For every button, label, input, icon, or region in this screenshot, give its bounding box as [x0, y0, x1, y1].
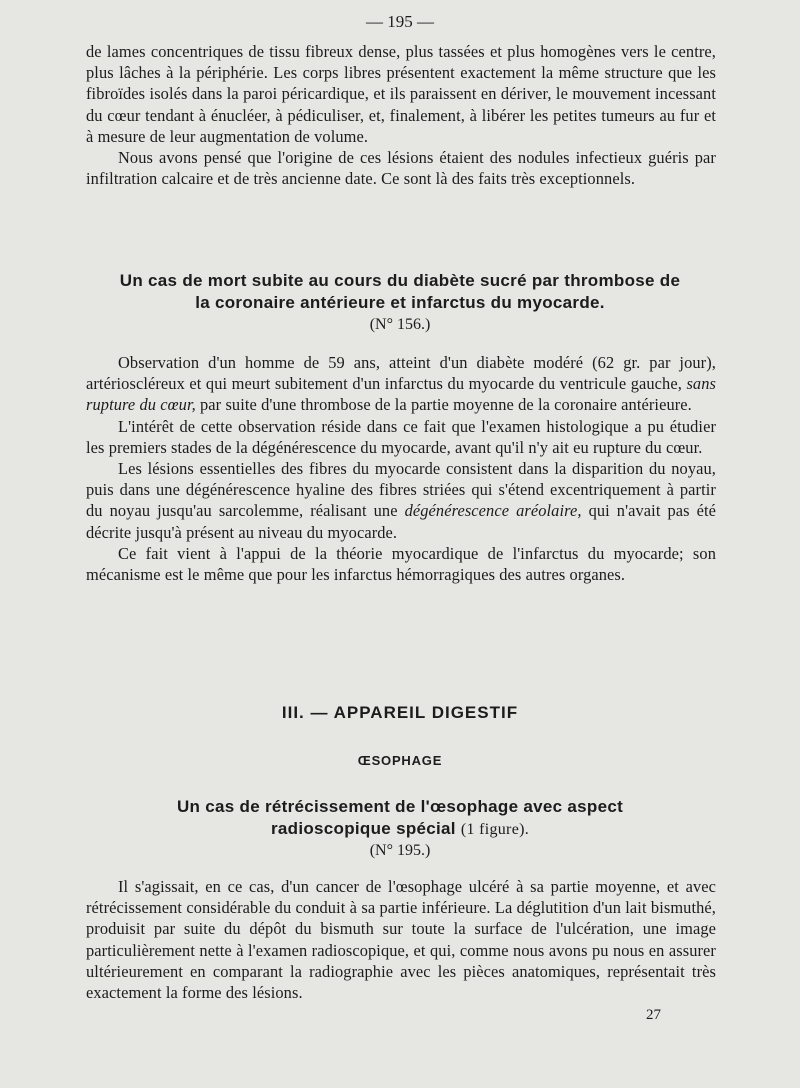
article-2-title-line-2-wrap — [80, 818, 720, 841]
section-title: III. — APPAREIL DIGESTIF — [281, 703, 519, 722]
article-1-paragraph-3-italic: dégénérescence aréolaire, — [404, 501, 582, 521]
article-2-paragraph-1: Il s'agissait, en ce cas, d'un cancer de l'œsophage ulcéré à sa partie moyenne, et avec rétrécissement considérable du conduit à sa partie inférieure. La déglutition d'un lait bismuthé, produisit par suite du dépôt du bismuth sur toute la surface de l'ulcération, une image particulièrement nette à l'examen radioscopique, et qui, comme nous avons pu nous en assurer ultérieurement en comparant la radiographie avec les pièces anatomiques, représentait très exactement la forme des lésions. — [86, 877, 716, 1003]
article-2-title-line-2: radioscopique spécial — [270, 819, 456, 838]
article-1-paragraph-3 — [86, 458, 716, 543]
article-1-title-line-2: la coronaire antérieure et infarctus du myocarde. — [195, 293, 605, 312]
article-2-reference: (N° 195.) — [369, 842, 431, 859]
subsection-title: ŒSOPHAGE — [357, 753, 443, 768]
article-1-paragraph-3-text-a: Les lésions essentielles des fibres du myocarde consistent dans la disparition du noyau, puis dans une dégénérescence hyaline des fibres striées qui s'étend excentriquement à partir du noyau jusqu'au sarcolemme, réalisant une — [86, 459, 716, 521]
article-2-title-line-1: Un cas de rétrécissement de l'œsophage avec aspect — [176, 797, 624, 816]
article-1-title — [80, 270, 720, 314]
article-1-paragraph-4: Ce fait vient à l'appui de la théorie myocardique de l'infarctus du myocarde; son mécanisme est le même que pour les infarctus hémorragiques des autres organes. — [86, 543, 716, 585]
article-1-body — [86, 352, 716, 585]
article-1-paragraph-1 — [86, 352, 716, 416]
article-1-title-line-1: Un cas de mort subite au cours du diabète sucré par thrombose de — [119, 271, 681, 290]
article-1-paragraph-3-text-b: qui n'avait pas été décrite jusqu'à présent au niveau du myocarde. — [86, 501, 717, 542]
intro-paragraph-1: de lames concentriques de tissu fibreux dense, plus tassées et plus homogènes vers le centre, plus lâches à la périphérie. Les corps libres présentent exactement la même structure que les fibroïdes isolés dans la paroi péricardique, et ils paraissent en dériver, le mouvement incessant du cœur tendant à énucléer, à pédiculiser, et, finalement, à libérer les petites tumeurs au fur et à mesure de leur augmentation de volume. — [86, 42, 716, 146]
article-1-paragraph-1-italic: sans rupture du cœur, — [86, 374, 717, 415]
signature-number: 27 — [646, 1007, 661, 1023]
figure-note: (1 figure). — [460, 821, 530, 838]
article-2-body — [86, 876, 716, 1003]
article-1-reference: (N° 156.) — [369, 316, 431, 333]
article-1-paragraph-1-text-a: Observation d'un homme de 59 ans, atteint d'un diabète modéré (62 gr. par jour), artérioscléreux et qui meurt subitement d'un infarctus du myocarde du ventricule gauche, — [86, 353, 716, 394]
page-number: — 195 — — [366, 12, 434, 31]
intro-paragraph-2: Nous avons pensé que l'origine de ces lésions étaient des nodules infectieux guéris par infiltration calcaire et de très ancienne date. Ce sont là des faits très exceptionnels. — [86, 148, 716, 189]
article-1-paragraph-2: L'intérêt de cette observation réside dans ce fait que l'examen histologique a pu étudier les premiers stades de la dégénérescence du myocarde, avant qu'il n'y ait eu rupture du cœur. — [86, 416, 716, 457]
intro-text — [86, 41, 716, 189]
article-2-title — [80, 796, 720, 841]
article-1-paragraph-1-text-b: par suite d'une thrombose de la partie moyenne de la coronaire antérieure. — [200, 395, 692, 415]
